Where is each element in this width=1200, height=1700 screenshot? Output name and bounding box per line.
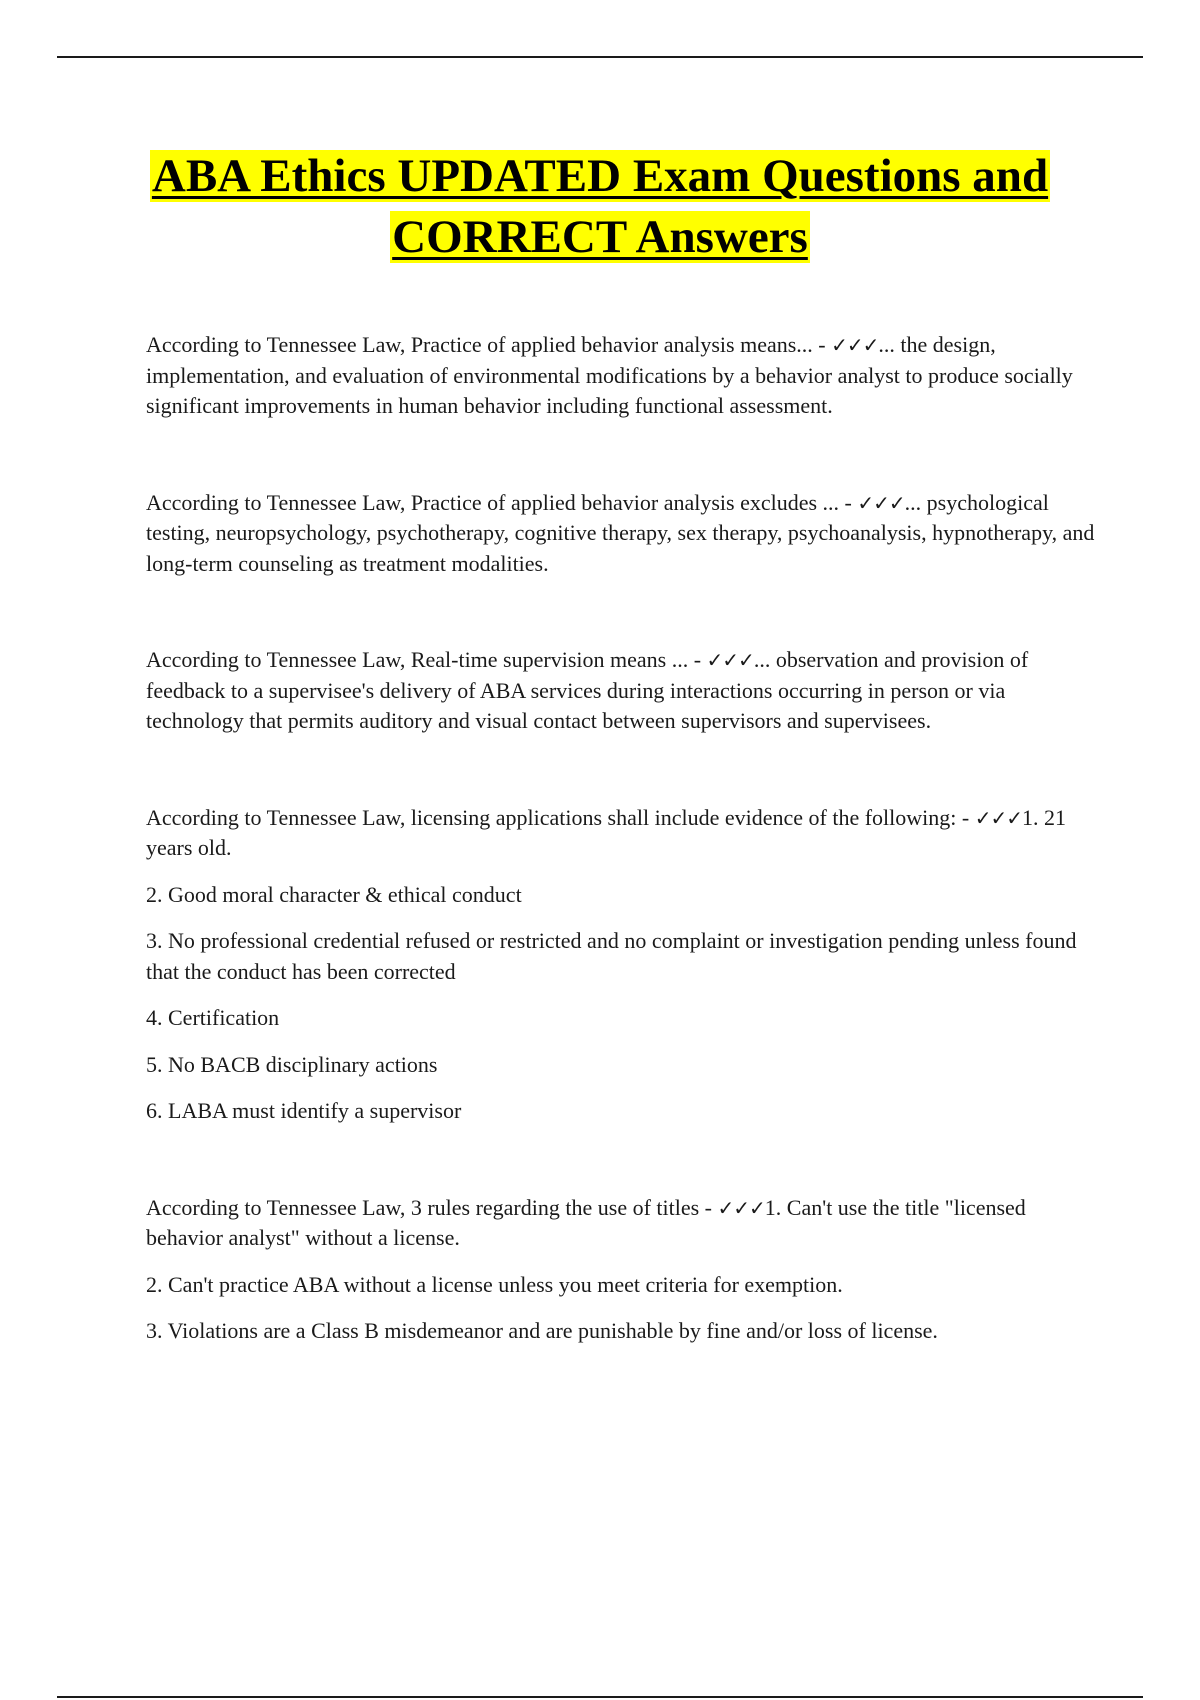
qa-item-5 xyxy=(146,1193,1096,1347)
top-rule xyxy=(57,56,1143,58)
qa-item-3 xyxy=(146,645,1096,737)
answer-text: ... the design, implementation, and evaluation of environmental modifications by a behavior analyst to produce socially significant improvements in human behavior including functional assessment. xyxy=(146,332,1073,418)
title-line-1: ABA Ethics UPDATED Exam Questions and xyxy=(151,150,1049,202)
checkmark-icon: ✓✓✓ xyxy=(706,648,754,672)
answer-text: 1. Can't use the title "licensed behavior analyst" without a license. xyxy=(146,1194,1026,1250)
qa-item-1 xyxy=(146,330,1096,422)
qa-item-4 xyxy=(146,803,1096,1127)
qa-paragraph xyxy=(146,645,1096,737)
title-line-2: CORRECT Answers xyxy=(392,211,808,263)
qa-paragraph xyxy=(146,1193,1096,1254)
question-text: According to Tennessee Law, 3 rules regarding the use of titles - xyxy=(146,1194,713,1220)
bottom-rule xyxy=(57,1696,1143,1698)
question-text: According to Tennessee Law, Real-time supervision means ... - xyxy=(146,647,702,672)
question-text: According to Tennessee Law, Practice of applied behavior analysis excludes ... - xyxy=(146,489,852,515)
checkmark-icon: ✓✓✓ xyxy=(857,490,905,515)
checkmark-icon: ✓✓✓ xyxy=(831,333,879,357)
list-item: 3. No professional credential refused or restricted and no complaint or investigation pending unless found that the conduct has been corrected xyxy=(146,928,1077,984)
qa-item-2 xyxy=(146,488,1096,580)
qa-list xyxy=(146,330,1096,1413)
answer-text: ... observation and provision of feedback to a supervisee's delivery of ABA services during interactions occurring in person or via technology that permits auditory and visual contact between supervisors and supervisees. xyxy=(146,647,1029,733)
answer-text: ... psychological testing, neuropsychology, psychotherapy, cognitive therapy, sex therapy, psychoanalysis, hypnotherapy, and long-term counseling as treatment modalities. xyxy=(146,489,1095,576)
checkmark-icon: ✓✓✓ xyxy=(717,1195,765,1220)
document-title xyxy=(100,146,1100,268)
question-text: According to Tennessee Law, Practice of applied behavior analysis means... - xyxy=(146,332,826,357)
qa-paragraph xyxy=(146,488,1096,580)
answer-text: 1. 21 years old. xyxy=(146,804,1066,860)
list-item: 5. No BACB disciplinary actions xyxy=(146,1051,438,1077)
list-item: 6. LABA must identify a supervisor xyxy=(146,1098,462,1123)
qa-paragraph xyxy=(146,330,1096,422)
qa-paragraph xyxy=(146,803,1096,864)
checkmark-icon: ✓✓✓ xyxy=(974,805,1022,830)
list-item: 2. Can't practice ABA without a license unless you meet criteria for exemption. xyxy=(146,1271,843,1297)
list-item: 3. Violations are a Class B misdemeanor and are punishable by fine and/or loss of license. xyxy=(146,1318,938,1343)
list-item: 2. Good moral character & ethical conduct xyxy=(146,881,522,907)
question-text: According to Tennessee Law, licensing applications shall include evidence of the following: - xyxy=(146,804,970,830)
list-item: 4. Certification xyxy=(146,1005,280,1030)
